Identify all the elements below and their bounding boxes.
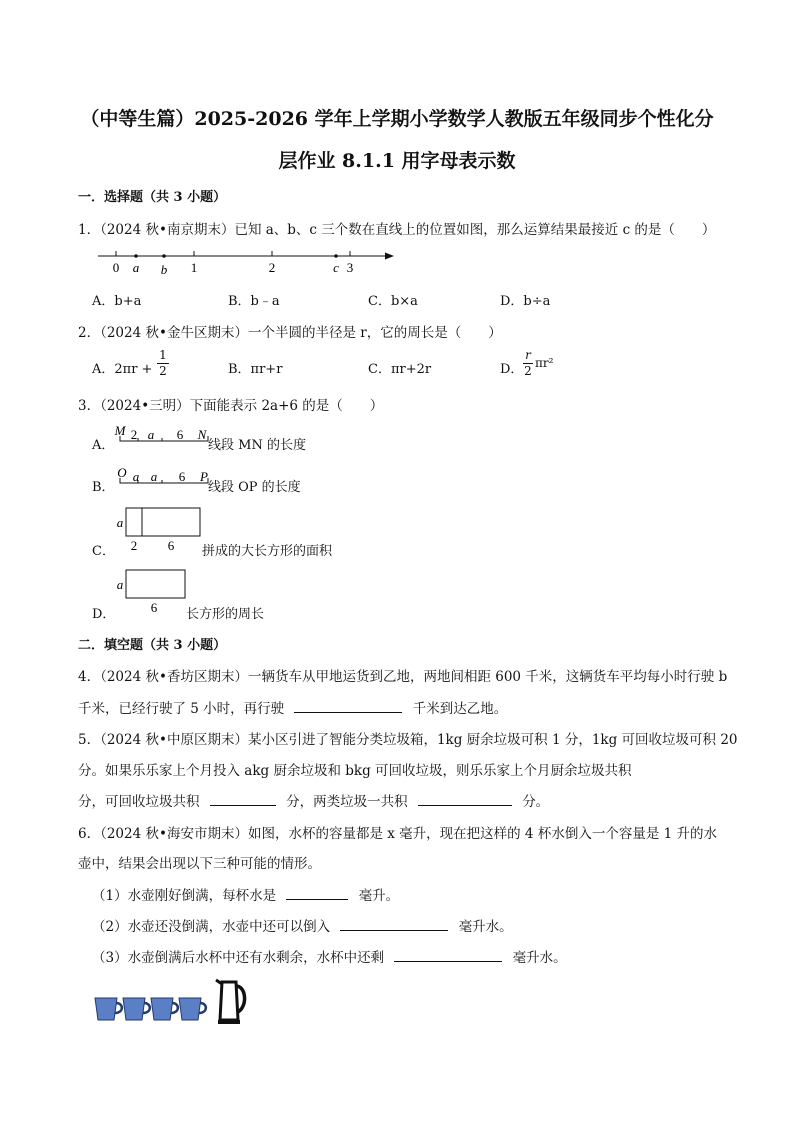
section-fill-heading: 二．填空题（共 3 小题） bbox=[78, 638, 227, 653]
q3-option-b[interactable]: B． bbox=[92, 480, 115, 495]
q6-situation-1 bbox=[92, 884, 399, 904]
q4-line-2 bbox=[78, 697, 507, 717]
q3-option-d[interactable]: D． bbox=[92, 607, 116, 622]
q3-option-b-desc: 线段 OP 的长度 bbox=[208, 480, 301, 495]
q5-line-1: 5．（2024 秋•中原区期末）某小区引进了智能分类垃圾箱，1kg 厨余垃圾可积 1 分，1kg 可回收垃圾可积 20 bbox=[78, 732, 738, 748]
q4-line-2-start: 千米，已经行驶了 5 小时，再行驶 bbox=[78, 701, 285, 717]
q2-text: 2．（2024 秋•金牛区期末）一个半圆的半径是 r，它的周长是（ ） bbox=[78, 325, 502, 341]
seg-label-a2: a bbox=[150, 469, 158, 484]
q6-line-2: 壶中，结果会出现以下三种可能的情形。 bbox=[78, 856, 321, 872]
q2-option-a-expr: A．2πr + bbox=[92, 362, 153, 377]
q5-line-3-mid: 分，两类垃圾一共积 bbox=[286, 794, 408, 810]
q1-number-line bbox=[92, 244, 402, 276]
dim-a: a bbox=[116, 577, 124, 592]
label-3: 3 bbox=[346, 260, 354, 275]
section-choice-heading: 一．选择题（共 3 小题） bbox=[78, 190, 227, 205]
dim-2: 2 bbox=[130, 538, 138, 553]
seg-label-2: 2 bbox=[130, 427, 138, 442]
q3-option-a-desc: 线段 MN 的长度 bbox=[208, 438, 306, 453]
seg-label-a: a bbox=[147, 427, 155, 442]
q6-cups-kettle-figure bbox=[92, 972, 262, 1028]
fraction-numerator: r bbox=[525, 348, 531, 362]
label-2: 2 bbox=[268, 260, 276, 275]
q3-option-a[interactable]: A． bbox=[92, 438, 115, 453]
q5-answer-blank-2[interactable] bbox=[418, 791, 512, 806]
label-1: 1 bbox=[190, 260, 198, 275]
q4-line-1: 4．（2024 秋•香坊区期末）一辆货车从甲地运货到乙地，两地间相距 600 千米，这辆货车平均每小时行驶 b bbox=[78, 669, 728, 685]
q4-answer-blank[interactable] bbox=[294, 698, 402, 713]
q6-answer-blank-1[interactable] bbox=[286, 885, 348, 900]
label-0: 0 bbox=[112, 260, 120, 275]
q3-b-segment-figure bbox=[114, 464, 209, 492]
q2-option-b[interactable]: B．πr+r bbox=[228, 362, 283, 377]
q6-s2-start: （2）水壶还没倒满，水壶中还可以倒入 bbox=[92, 919, 331, 935]
q6-s1-end: 毫升。 bbox=[358, 888, 400, 904]
q6-s2-end: 毫升水。 bbox=[458, 919, 513, 935]
q6-answer-blank-2[interactable] bbox=[340, 916, 448, 931]
label-a: a bbox=[132, 260, 140, 275]
q2-option-d[interactable] bbox=[500, 358, 523, 377]
q6-s3-start: （3）水壶倒满后水杯中还有水剩余，水杯中还剩 bbox=[92, 950, 385, 966]
rectangle bbox=[126, 570, 185, 598]
q5-line-3-end: 分。 bbox=[522, 794, 550, 810]
q1-option-b[interactable]: B．b﹣a bbox=[228, 294, 280, 309]
q2-option-c[interactable]: C．πr+2r bbox=[368, 362, 432, 377]
q1-option-d[interactable]: D．b÷a bbox=[500, 294, 551, 309]
seg-label-n: N bbox=[197, 427, 207, 442]
q3-option-c-desc: 拼成的大长方形的面积 bbox=[202, 544, 333, 559]
label-c: c bbox=[333, 260, 339, 275]
q5-line-2: 分。如果乐乐家上个月投入 akg 厨余垃圾和 bkg 可回收垃圾，则乐乐家上个月厨余垃圾共积 bbox=[78, 763, 632, 779]
q6-s1-start: （1）水壶刚好倒满，每杯水是 bbox=[92, 888, 277, 904]
number-line-arrow bbox=[385, 253, 394, 260]
seg-label-p: P bbox=[200, 469, 208, 484]
q3-d-rectangle-figure bbox=[112, 566, 190, 618]
fraction-denominator: 2 bbox=[157, 363, 169, 379]
q2-option-a-fraction bbox=[157, 348, 169, 379]
label-b: b bbox=[160, 262, 168, 276]
q2-option-d-fraction bbox=[523, 348, 533, 379]
big-rectangle bbox=[126, 508, 200, 536]
point-a bbox=[134, 254, 138, 258]
cup-icon bbox=[123, 998, 150, 1020]
q3-option-c[interactable]: C． bbox=[92, 544, 115, 559]
q3-text: 3．（2024•三明）下面能表示 2a+6 的是（ ） bbox=[78, 398, 384, 414]
q3-option-d-desc: 长方形的周长 bbox=[186, 607, 265, 622]
point-b bbox=[162, 254, 166, 258]
q2-option-d-suffix: πr² bbox=[535, 356, 554, 370]
kettle-icon bbox=[216, 980, 245, 1024]
q2-option-d-prefix: D． bbox=[500, 362, 524, 377]
fraction-numerator: 1 bbox=[159, 348, 167, 362]
seg-label-m: M bbox=[114, 423, 126, 438]
seg-label-6: 6 bbox=[176, 427, 184, 442]
q1-option-a[interactable]: A．b+a bbox=[92, 294, 142, 309]
cup-icon bbox=[95, 998, 122, 1020]
q1-text: 1．（2024 秋•南京期末）已知 a、b、c 三个数在直线上的位置如图，那么运算结果最接近 c 的是（ ） bbox=[78, 222, 716, 238]
q6-answer-blank-3[interactable] bbox=[394, 947, 502, 962]
title-line-1: （中等生篇）2025-2026 学年上学期小学数学人教版五年级同步个性化分 bbox=[80, 108, 714, 130]
dim-6: 6 bbox=[167, 538, 175, 553]
dim-a: a bbox=[116, 515, 124, 530]
q3-c-rectangle-figure bbox=[112, 504, 204, 556]
dim-6: 6 bbox=[150, 600, 158, 615]
seg-label-o: O bbox=[117, 465, 127, 480]
q6-situation-3 bbox=[92, 946, 567, 966]
seg-label-6: 6 bbox=[178, 469, 186, 484]
q6-line-1: 6．（2024 秋•海安市期末）如图，水杯的容量都是 x 毫升，现在把这样的 4 杯水倒入一个容量是 1 升的水 bbox=[78, 826, 717, 842]
q2-option-a[interactable] bbox=[92, 358, 152, 377]
title-line-2: 层作业 8.1.1 用字母表示数 bbox=[278, 150, 516, 172]
point-c bbox=[334, 254, 338, 258]
q5-answer-blank-1[interactable] bbox=[210, 791, 276, 806]
q5-line-3 bbox=[78, 790, 549, 810]
q5-line-3-start: 分，可回收垃圾共积 bbox=[78, 794, 200, 810]
q6-s3-end: 毫升水。 bbox=[512, 950, 567, 966]
cup-icon bbox=[151, 998, 178, 1020]
q4-line-2-end: 千米到达乙地。 bbox=[412, 701, 508, 717]
fraction-denominator: 2 bbox=[524, 364, 532, 378]
cup-icon bbox=[179, 998, 206, 1020]
seg-label-a1: a bbox=[132, 469, 140, 484]
q3-a-segment-figure bbox=[114, 422, 209, 450]
q6-situation-2 bbox=[92, 915, 513, 935]
q1-option-c[interactable]: C．b×a bbox=[368, 294, 418, 309]
